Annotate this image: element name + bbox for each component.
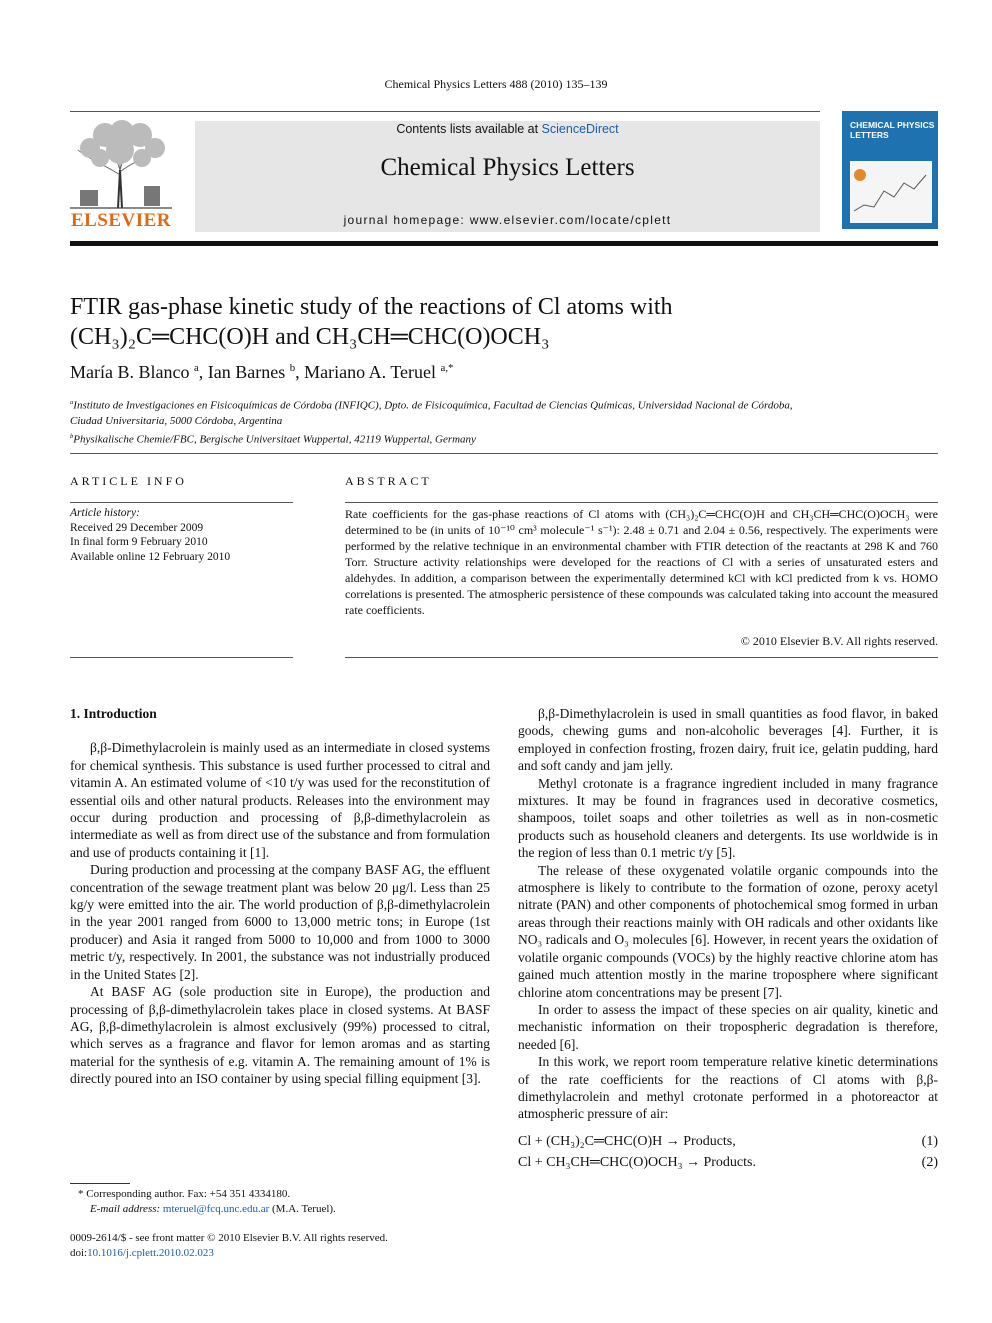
- history-label: Article history:: [70, 507, 140, 519]
- author-name[interactable]: María B. Blanco: [70, 362, 190, 382]
- footnote-rule: [70, 1183, 130, 1184]
- history-revised: In final form 9 February 2010: [70, 536, 208, 548]
- cover-graph-icon: [850, 161, 932, 223]
- body-paragraph: The release of these oxygenated volatile organic compounds into the atmosphere is likely to contribute to the formation of ozone, peroxy acetyl nitrate (PAN) and other components of photochemical smog formed in urban areas through their reactions mainly with OH radicals and other oxidants like NO₃ radicals and O₃ molecules [6]. However, in recent years the oxidation of volatile organic compounds (VOCs) by the highly reactive chlorine atom has gained much attention mostly in the marine troposphere where significant chlorine atom concentrations may be present [7].: [518, 862, 938, 1000]
- doi-prefix: doi:: [70, 1246, 88, 1259]
- elsevier-wordmark: ELSEVIER: [70, 210, 172, 231]
- affiliation-rule: [70, 453, 938, 454]
- equation-number: (2): [921, 1154, 938, 1170]
- email-suffix: (M.A. Teruel).: [269, 1202, 336, 1215]
- body-paragraph: In order to assess the impact of these species on air quality, kinetic and mechanistic information on their tropospheric degradation is therefore, needed [6].: [518, 1001, 938, 1052]
- affiliation: [70, 414, 938, 429]
- contents-prefix: Contents lists available at: [396, 122, 542, 136]
- footnotes: [70, 1187, 490, 1216]
- affiliations: [70, 395, 938, 447]
- equation-text: Cl + CH₃CH═CHC(O)OCH₃ → Products.: [518, 1154, 756, 1170]
- affiliation: [70, 395, 938, 414]
- body-paragraph: In this work, we report room temperature relative kinetic determinations of the rate coefficients for the reactions of Cl atoms with β,β-dimethylacrolein and methyl crotonate performed in a photoreactor at atmospheric pressure of air:: [518, 1054, 938, 1122]
- author-affiliation-mark: a,*: [440, 362, 454, 374]
- contents-line: [195, 122, 820, 136]
- email-link[interactable]: mteruel@fcq.unc.edu.ar: [162, 1202, 270, 1215]
- tree-logo-icon: [70, 120, 172, 210]
- cover-figure: [850, 161, 932, 223]
- history-online: Available online 12 February 2010: [70, 550, 231, 563]
- sciencedirect-link[interactable]: ScienceDirect: [541, 122, 619, 136]
- abstract-heading: ABSTRACT: [345, 474, 432, 488]
- email-label: E-mail address:: [90, 1202, 163, 1215]
- author-name[interactable]: Mariano A. Teruel: [304, 362, 437, 382]
- journal-homepage[interactable]: journal homepage: www.elsevier.com/locate/cplett: [343, 213, 672, 227]
- abstract-bottom-rule: [345, 657, 938, 658]
- abstract-copyright: © 2010 Elsevier B.V. All rights reserved.: [740, 634, 938, 648]
- header-thick-rule: [70, 241, 938, 246]
- author-list: María B. Blanco $^a$, Ian Barnes $^b$, Mariano A. Teruel $^{a,*}$: [70, 362, 454, 382]
- author-affiliation-mark: a: [193, 362, 199, 374]
- article-info-bottom-rule: [70, 657, 293, 658]
- affiliation-mark: a: [70, 399, 74, 406]
- header-rule: [70, 111, 820, 112]
- equation-text: Cl + (CH₃)₂C═CHC(O)H → Products,: [518, 1133, 736, 1149]
- equation: [518, 1154, 938, 1175]
- journal-name: Chemical Physics Letters: [380, 154, 635, 181]
- affiliation-mark: b: [70, 432, 74, 440]
- corresponding-author-note: * Corresponding author. Fax: +54 351 4334180.: [78, 1188, 291, 1200]
- author-name[interactable]: Ian Barnes: [207, 362, 286, 382]
- body-paragraph: β,β-Dimethylacrolein is mainly used as an intermediate in closed systems for chemical synthesis. This substance is used further processed to citral and vitamin A. An estimated volume of <10 t/y was used for the reconstitution of essential oils and other natural products. Releases into the environment may occur during production and processing of β,β-dimethylacrolein as intermediate as well as from direct use of the substance and from formulation and use of products containing it [1].: [70, 740, 490, 860]
- cover-title: CHEMICAL PHYSICS LETTERS: [850, 120, 935, 140]
- history-received: Received 29 December 2009: [70, 521, 204, 534]
- issn-line: 0009-2614/$ - see front matter © 2010 Elsevier B.V. All rights reserved.: [70, 1232, 388, 1244]
- journal-reference: Chemical Physics Letters 488 (2010) 135–139: [384, 77, 608, 91]
- affiliation: [70, 429, 938, 448]
- equation: [518, 1133, 938, 1154]
- body-paragraph: Methyl crotonate is a fragrance ingredient included in many fragrance mixtures. It may be found in fragrances used in decorative cosmetics, shampoos, toilet soaps and other toiletries as well as in non-cosmetic products such as household cleaners and detergents. Its use worldwide is in the region of less than 0.1 metric t/y [5].: [518, 775, 938, 861]
- article-title: [70, 292, 938, 352]
- abstract-rule: [345, 502, 938, 503]
- body-paragraph: During production and processing at the company BASF AG, the effluent concentration of the sewage treatment plant was below 20 μg/l. Less than 25 kg/y were emitted into the air. The world production of β,β-dimethylacrolein in the year 2001 ranged from 6000 to 13,000 metric tons; in Europe (1st producer) and Asia it ranged from 5000 to 10,000 and from 1000 to 3000 metric t/y, respectively. In 2001, the substance was not industrially produced in the United States [2].: [70, 862, 490, 982]
- article-info-heading: ARTICLE INFO: [70, 474, 187, 488]
- page-footer: [70, 1231, 490, 1260]
- doi-link[interactable]: 10.1016/j.cplett.2010.02.023: [87, 1246, 214, 1259]
- title-line: FTIR gas-phase kinetic study of the reactions of Cl atoms with: [70, 294, 673, 320]
- section-heading: 1. Introduction: [70, 706, 157, 721]
- body-left-column: [70, 705, 490, 1088]
- body-right-column: [518, 705, 938, 1175]
- elsevier-logo[interactable]: [70, 120, 172, 232]
- affiliation-text: Physikalische Chemie/FBC, Bergische Universitaet Wuppertal, 42119 Wuppertal, Germany: [73, 433, 476, 446]
- author-affiliation-mark: b: [289, 362, 296, 374]
- abstract-text: Rate coefficients for the gas-phase reactions of Cl atoms with (CH₃)₂C═CHC(O)H and CH₃CH═CHC(O)OCH₃ were determined to be (in units of 10⁻¹⁰ cm³ molecule⁻¹ s⁻¹): 2.48 ± 0.71 and 2.04 ± 0.56, respectively. The experiments were performed by the relative technique in an environmental chamber with FTIR detection of the reactants at 298 K and 760 Torr. Structure activity relationships were developed for the reactions of Cl with a series of unsaturated esters and aldehydes. In addition, a comparison between the experimentally determined kCl with kCl predicted from k vs. HOMO correlations is presented. The atmospheric persistence of these compounds was calculated taking into account the measured rate coefficients.: [345, 507, 938, 617]
- title-line: (CH₃)₂C═CHC(O)H and CH₃CH═CHC(O)OCH₃: [70, 324, 550, 350]
- article-info-rule: [70, 502, 293, 503]
- article-history: [70, 506, 293, 564]
- journal-cover-thumbnail[interactable]: [842, 111, 938, 229]
- equation-number: (1): [921, 1133, 938, 1149]
- body-paragraph: At BASF AG (sole production site in Europe), the production and processing of β,β-dimethylacrolein takes place in closed systems. At BASF AG, β,β-dimethylacrolein is almost exclusively (99%) processed to citral, which serves as a fragrance and flavor for lemon aromas and as starting material for the synthesis of e.g. vitamin A. The remaining amount of 1% is directly poured into an ISO container by using special filling equipment [3].: [70, 984, 490, 1087]
- body-paragraph: β,β-Dimethylacrolein is used in small quantities as food flavor, in baked goods, chewing gums and non-alcoholic beverages [4]. Further, it is employed in confection frosting, frozen dairy, fruit ice, gelatin pudding, hard and soft candy and jam jelly.: [518, 706, 938, 774]
- affiliation-text: Instituto de Investigaciones en Fisicoquímicas de Córdoba (INFIQC), Dpto. de Fisicoquímica, Facultad de Ciencias Químicas, Universidad Nacional de Córdoba,: [73, 399, 793, 412]
- affiliation-text: Ciudad Universitaria, 5000 Córdoba, Argentina: [70, 414, 283, 427]
